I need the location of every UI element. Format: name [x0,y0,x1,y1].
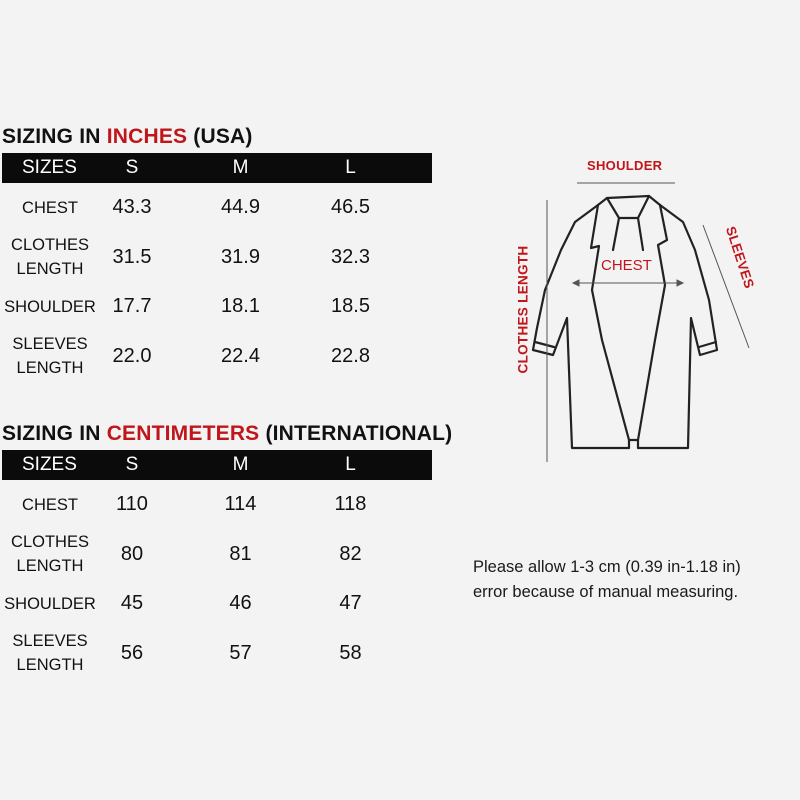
inches-title-accent: INCHES [106,125,188,148]
row-label-line: LENGTH [16,656,84,675]
size-l-header: L [319,153,432,183]
inches-title-suffix: (USA) [187,125,253,148]
table-row [2,579,432,629]
table-cell: 80 [120,542,144,565]
chest-label: CHEST [601,257,652,274]
table-cell: 17.7 [112,295,152,318]
table-header-row [2,153,432,183]
row-label-line: SHOULDER [4,297,96,316]
row-label-line: SHOULDER [4,594,96,613]
table-row [2,233,432,283]
table-row [2,332,432,382]
coat-outline-icon [495,150,795,475]
table-cell: 31.5 [112,245,152,268]
table-cell: 46.5 [331,196,370,219]
shoulder-label: SHOULDER [587,158,663,173]
row-label [2,480,102,530]
row-label [2,183,102,233]
table-row [2,282,432,332]
row-label [2,629,102,679]
table-cell: 57 [229,641,252,664]
table-cell: 18.5 [331,295,370,318]
row-label-line: CLOTHES [11,236,89,255]
table-cell: 110 [116,493,148,516]
table-header-row [2,450,432,480]
table-cell: 118 [334,493,367,516]
table-cell: 22.4 [221,344,260,367]
table-cell: 46 [229,592,252,615]
row-label-line: SLEEVES [12,335,88,354]
inches-title-prefix: SIZING IN [2,125,107,148]
table-row [2,183,432,233]
table-cell: 82 [339,542,362,565]
row-label-line: LENGTH [16,260,84,279]
coat-measurement-diagram [495,150,795,475]
table-cell: 18.1 [221,295,260,318]
table-cell: 32.3 [331,245,370,268]
row-label-line: LENGTH [16,359,84,378]
table-row [2,629,432,679]
table-cell: 47 [339,592,362,615]
size-s-header: S [102,450,212,480]
table-cell: 81 [229,542,252,565]
cm-title-accent: CENTIMETERS [106,422,260,445]
centimeters-size-table [2,450,432,678]
centimeters-section-title [2,422,452,446]
table-cell: 43.3 [112,196,152,219]
cm-title-prefix: SIZING IN [2,422,107,445]
row-label [2,579,102,629]
row-label [2,332,102,382]
table-cell: 58 [339,641,362,664]
size-l-header: L [319,450,432,480]
row-label-line: SLEEVES [12,632,88,651]
size-s-header: S [102,153,212,183]
row-label-line: CHEST [22,198,78,217]
table-row [2,480,432,530]
note-line-1: Please allow 1-3 cm (0.39 in-1.18 in) [473,558,741,576]
inches-section-title [2,125,253,149]
sizes-header: SIZES [2,450,102,480]
sizes-header: SIZES [2,153,102,183]
row-label [2,530,102,580]
row-label [2,282,102,332]
table-row [2,530,432,580]
row-label-line: CLOTHES [11,533,89,552]
table-cell: 44.9 [221,196,260,219]
sleeves-label: SLEEVES [722,224,758,291]
clothes-length-label: CLOTHES LENGTH [515,245,531,374]
table-cell: 45 [120,592,144,615]
table-cell: 31.9 [221,245,260,268]
cm-title-suffix: (INTERNATIONAL) [259,422,453,445]
table-cell: 22.0 [112,344,152,367]
table-cell: 56 [120,641,144,664]
row-label-line: LENGTH [16,557,84,576]
measurement-note [473,555,741,605]
note-line-2: error because of manual measuring. [473,583,739,601]
row-label-line: CHEST [22,495,78,514]
table-cell: 22.8 [331,344,370,367]
inches-size-table [2,153,432,381]
table-cell: 114 [224,493,257,516]
row-label [2,233,102,283]
size-m-header: M [212,153,319,183]
size-m-header: M [212,450,319,480]
